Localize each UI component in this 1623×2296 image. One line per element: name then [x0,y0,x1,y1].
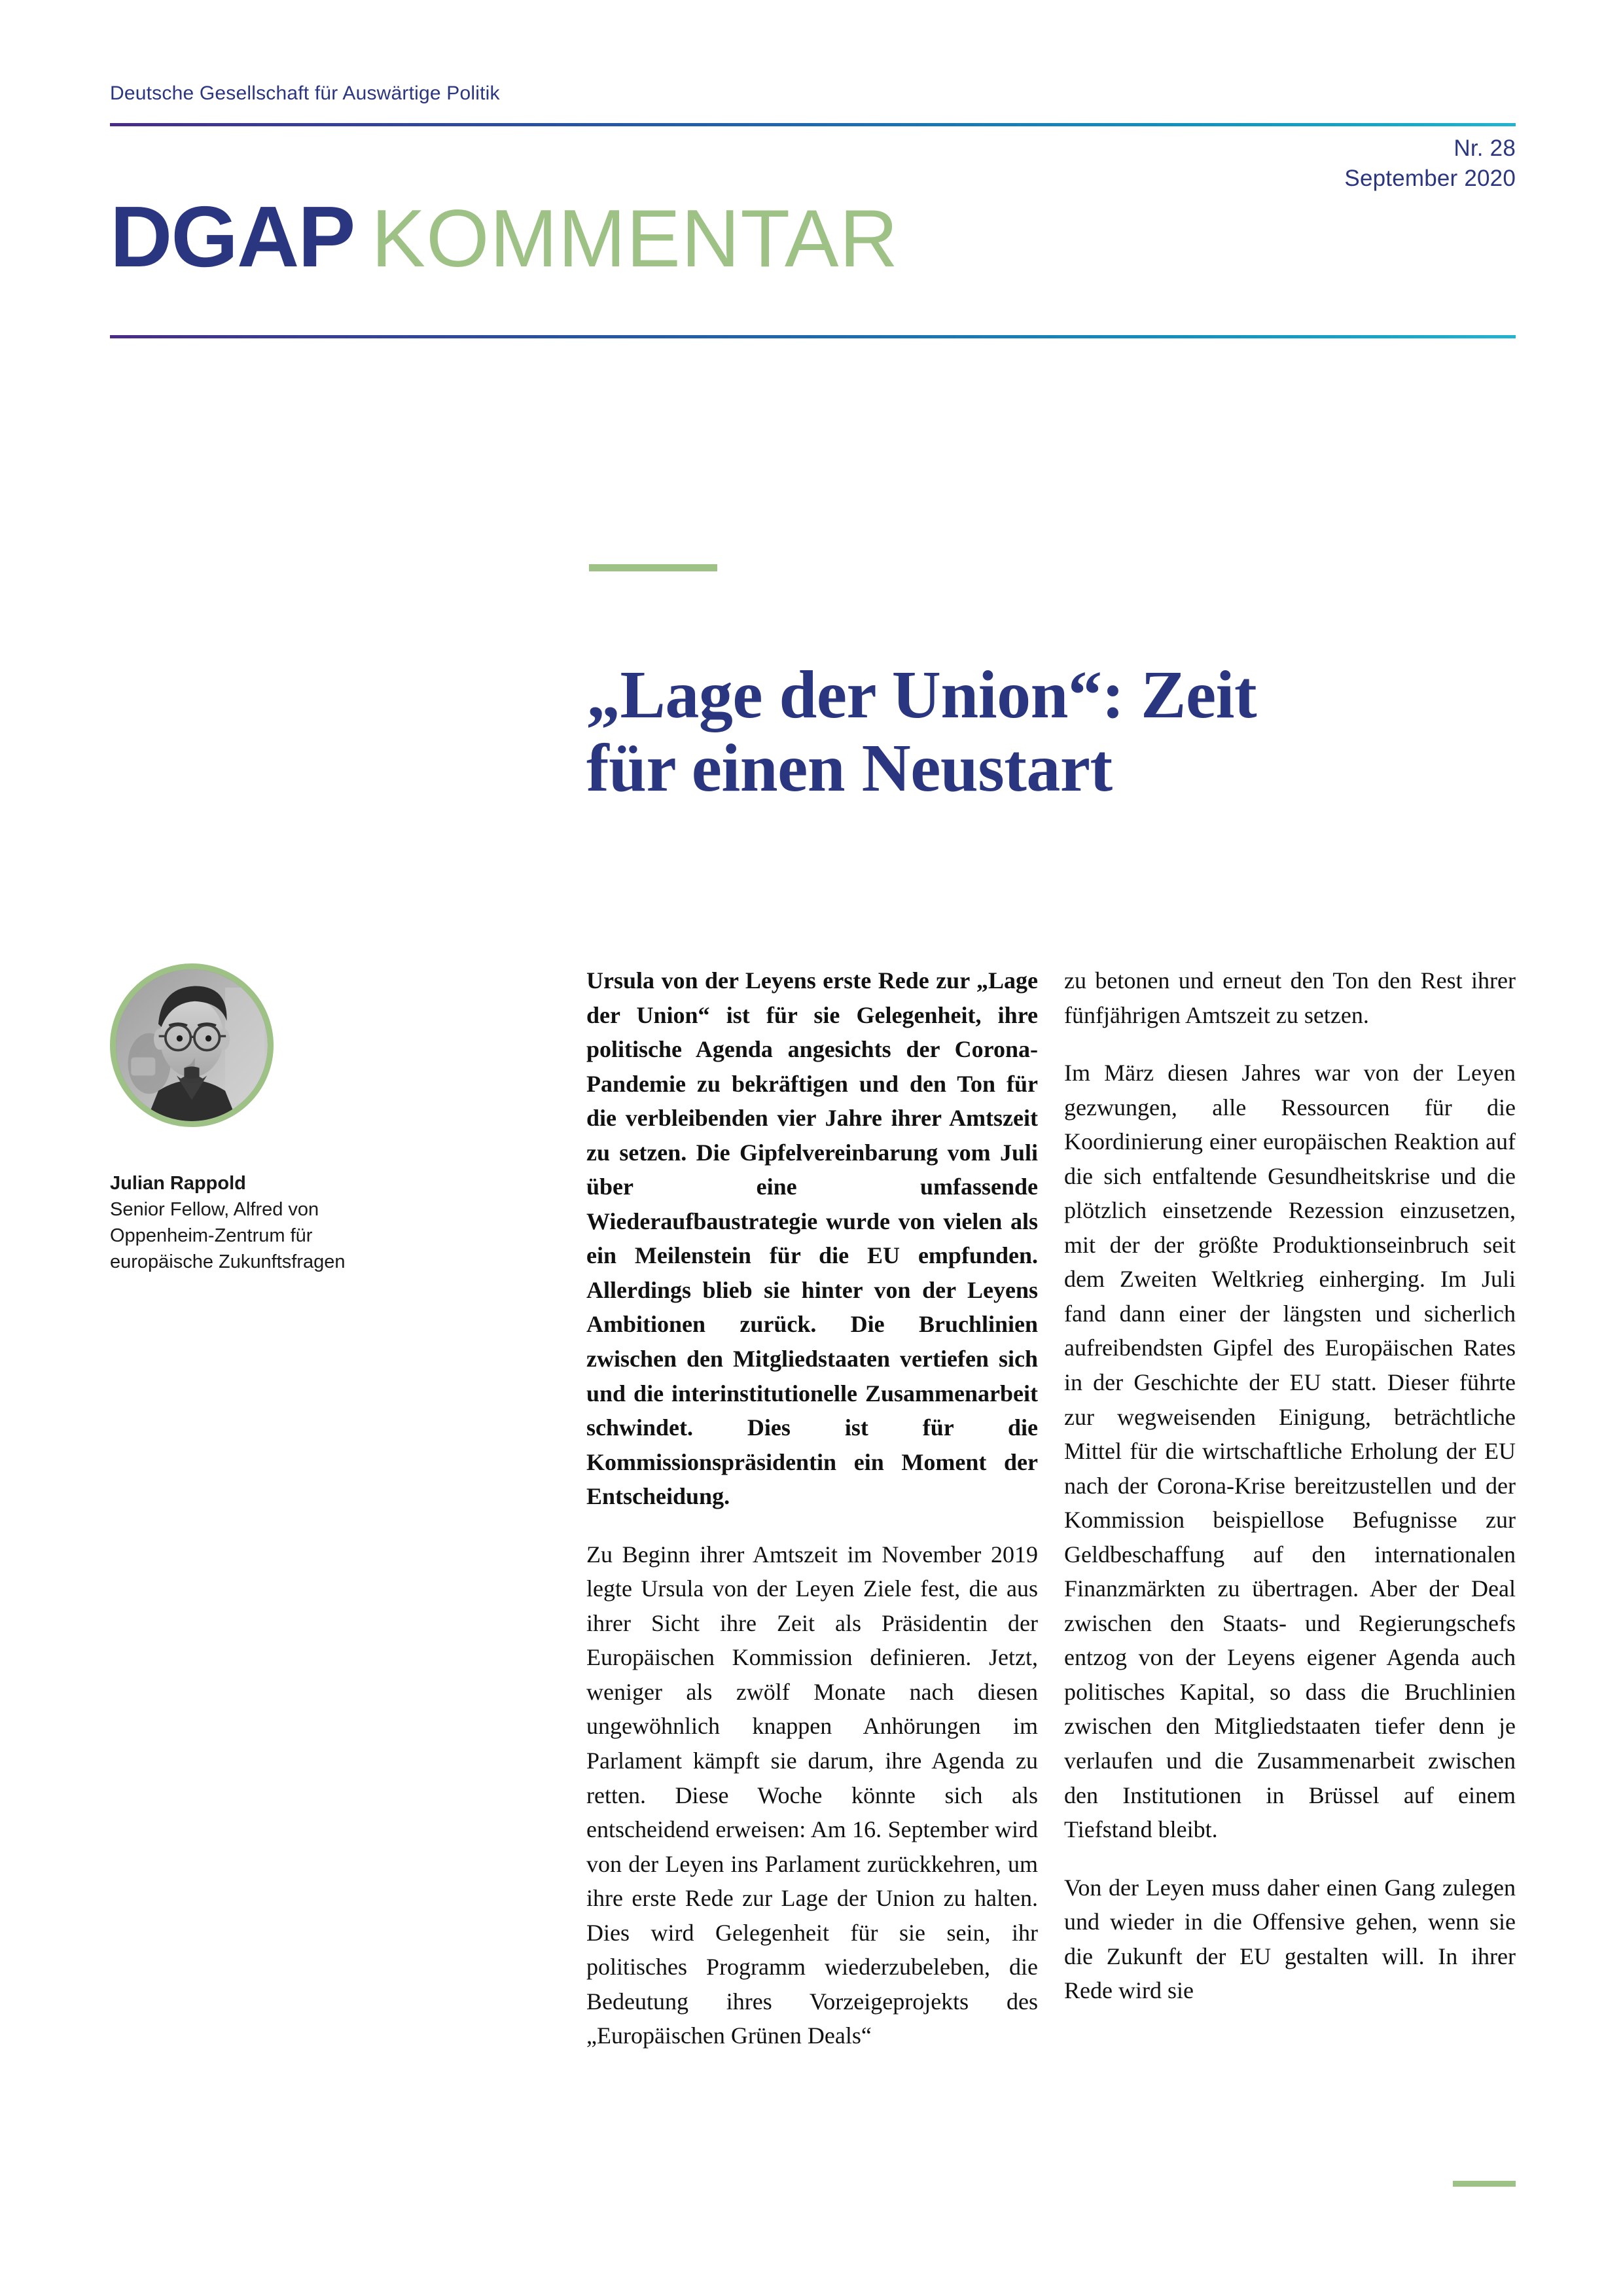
issue-number: Nr. 28 [1454,135,1516,161]
title-accent-bar [589,564,717,571]
header-rule-bottom [110,335,1516,338]
body-paragraph: Von der Leyen muss daher einen Gang zulegen und wieder in die Offensive gehen, wenn sie die Zukunft der EU gestalten will. In ihrer Rede wird sie [1064,1874,1516,2004]
header-rule-top [110,123,1516,126]
article-title: „Lage der Union“: Zeit für einen Neustart [586,656,1257,806]
author-photo-image [116,969,268,1121]
lead-paragraph: Ursula von der Leyens erste Rede zur „Lage der Union“ ist für sie Gelegenheit, ihre politische Agenda angesichts der Corona-Pandemie zu bekräftigen und den Ton für die verbleibenden vier Jahre ihrer Amtszeit zu setzen. Die Gipfelvereinbarung vom Juli über eine umfassende Wiederaufbaustrategie wurde von vielen als ein Meilenstein für die EU empfunden. Allerdings blieb sie hinter von der Leyens Ambitionen zurück. Die Bruchlinien zwischen den Mitgliedstaaten vertiefen sich und die interinstitutionelle Zusammenarbeit schwindet. Dies ist für die Kommissionspräsidentin ein Moment der Entscheidung. [586,967,1038,1510]
kommentar-wordmark: KOMMENTAR [371,194,899,284]
body-column-left [586,963,1038,2053]
author-name: Julian Rappold [110,1173,246,1194]
body-paragraph: Im März diesen Jahres war von der Leyen gezwungen, alle Ressourcen für die Koordinierung einer europäischen Reaktion auf die sich entfaltende Gesundheitskrise und die plötzlich einsetzende Rezession einzusetzen, mit der der größte Produktionseinbruch seit dem Zweiten Weltkrieg einherging. Im Juli fand dann einer der längsten und sicherlich aufreibendsten Gipfel des Europäischen Rates in der Geschichte der EU statt. Dieser führte zur wegweisenden Einigung, beträchtliche Mittel für die wirtschaftliche Erholung der EU nach der Corona-Krise bereitzustellen und der Kommission beispiellose Befugnisse zur Geldbeschaffung auf den internationalen Finanzmärkten zu übertragen. Aber der Deal zwischen den Staats- und Regierungschefs entzog von der Leyens eigener Agenda auch politisches Kapital, so dass die Bruchlinien zwischen den Mitgliedstaaten tiefer denn je verlaufen und die Zusammenarbeit zwischen den Institutionen in Brüssel auf einem Tiefstand bleibt. [1064,1060,1516,1843]
dgap-wordmark: DGAP [110,188,355,285]
author-avatar [110,963,274,1127]
body-paragraph: zu betonen und erneut den Ton den Rest ihrer fünfjährigen Amtszeit zu setzen. [1064,967,1516,1028]
body-paragraph: Zu Beginn ihrer Amtszeit im November 2019 legte Ursula von der Leyen Ziele fest, die aus ihrer Sicht ihre Zeit als Präsidentin der Europäischen Kommission definieren. Jetzt, weniger als zwölf Monate nach diesen ungewöhnlich knappen Anhörungen im Parlament kämpft sie darum, ihre Agenda zu retten. Diese Woche könnte sich als entscheidend erweisen: Am 16. September wird von der Leyen ins Parlament zurückkehren, um ihre erste Rede zur Lage der Union zu halten. Dies wird Gelegenheit für sie sein, ihr politisches Programm wiederzubeleben, die Bedeutung ihres Vorzeigeprojekts des „Europäischen Grünen Deals“ [586,1541,1038,2049]
issue-date: September 2020 [1344,166,1516,192]
organization-name: Deutsche Gesellschaft für Auswärtige Politik [110,82,500,104]
issue-info [1344,134,1516,194]
dgap-kommentar-logo [110,188,899,285]
author-role: Senior Fellow, Alfred von Oppenheim-Zentrum für europäische Zukunftsfragen [110,1199,346,1273]
author-block [110,963,391,1275]
body-column-right [1064,963,1516,2008]
footer-accent-bar [1453,2181,1516,2187]
